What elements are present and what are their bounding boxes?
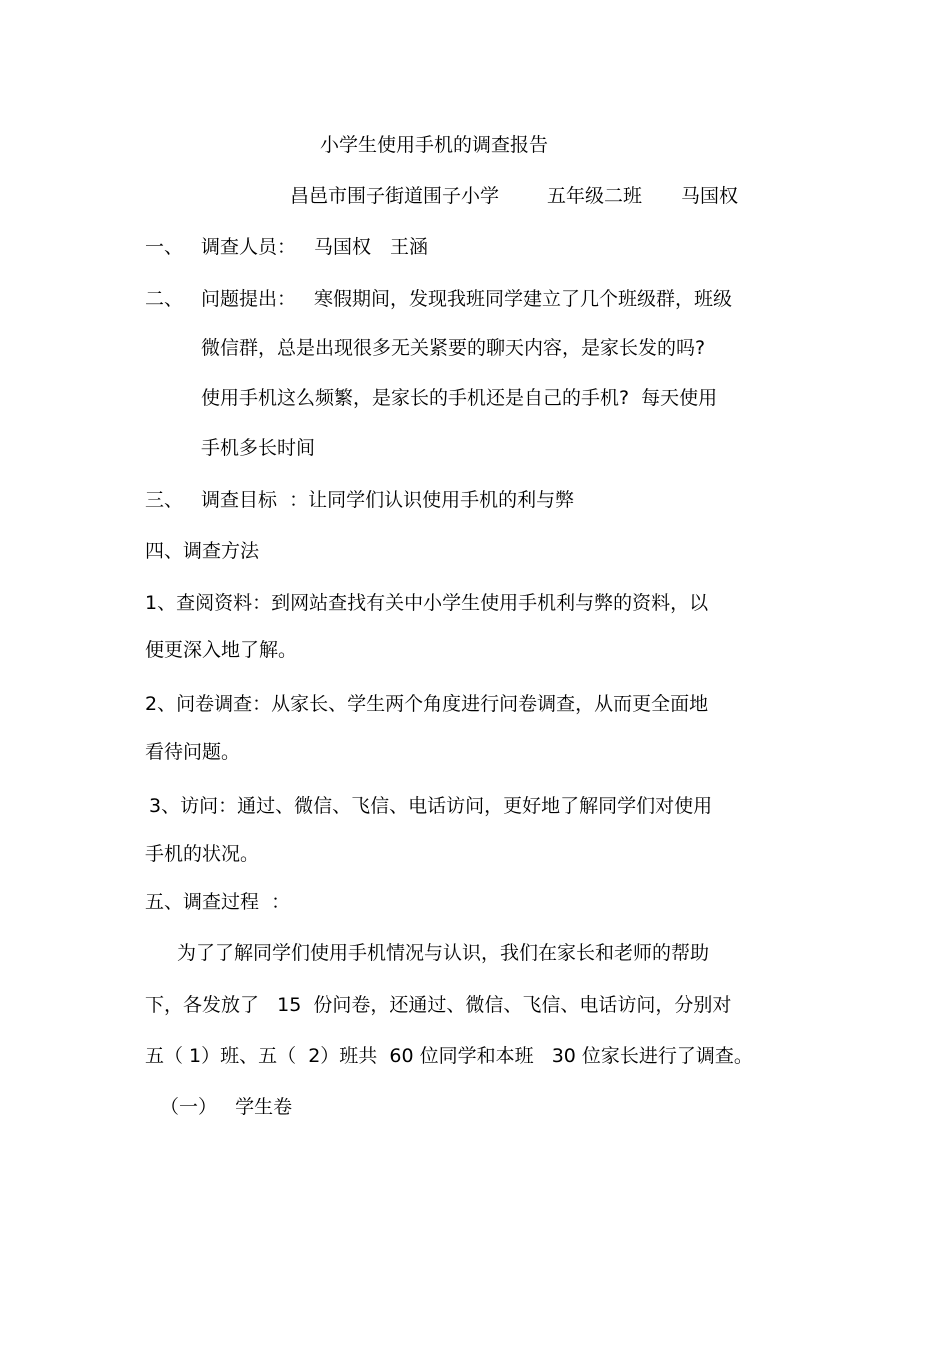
section-3-number: 三、 — [145, 489, 184, 511]
section-5-paragraph-line-3: 五（ 1）班、五（ 2）班共 60 位同学和本班 30 位家长进行了调查。 — [145, 1045, 753, 1067]
section-5-paragraph-line-2: 下，各发放了 15 份问卷，还通过、微信、飞信、电话访问，分别对 — [145, 994, 732, 1016]
document-title: 小学生使用手机的调查报告 — [320, 134, 549, 156]
section-4-heading: 四、调查方法 — [145, 540, 260, 562]
section-5-heading: 五、调查过程 ： — [145, 891, 291, 913]
section-3-text: 调查目标 ：让同学们认识使用手机的利与弊 — [201, 489, 575, 511]
section-1-number: 一、 — [145, 236, 184, 258]
author-name: 马国权 — [681, 185, 739, 207]
subsection-student-survey: （一） 学生卷 — [160, 1096, 293, 1118]
section-1-value: 马国权 王涵 — [314, 236, 429, 258]
section-2-line-3: 使用手机这么频繁，是家长的手机还是自己的手机? 每天使用 — [201, 387, 718, 409]
author-school: 昌邑市围子街道围子小学 — [290, 185, 500, 207]
method-2-line-2: 看待问题。 — [145, 741, 241, 763]
method-1-line-1: 1、查阅资料：到网站查找有关中小学生使用手机利与弊的资料，以 — [145, 592, 709, 614]
section-2-line-1: 寒假期间，发现我班同学建立了几个班级群，班级 — [314, 288, 733, 310]
section-2-number: 二、 — [145, 288, 184, 310]
section-2-line-4: 手机多长时间 — [201, 437, 316, 459]
method-3-line-2: 手机的状况。 — [145, 843, 260, 865]
section-1-label: 调查人员： — [201, 236, 297, 258]
method-3-line-1: 3、访问：通过、微信、飞信、电话访问，更好地了解同学们对使用 — [149, 795, 713, 817]
section-2-label: 问题提出： — [201, 288, 297, 310]
author-class: 五年级二班 — [547, 185, 643, 207]
section-2-line-2: 微信群，总是出现很多无关紧要的聊天内容，是家长发的吗? — [201, 337, 706, 359]
method-2-line-1: 2、问卷调查：从家长、学生两个角度进行问卷调查，从而更全面地 — [145, 693, 709, 715]
section-5-paragraph-line-1: 为了了解同学们使用手机情况与认识，我们在家长和老师的帮助 — [177, 942, 710, 964]
method-1-line-2: 便更深入地了解。 — [145, 639, 298, 661]
